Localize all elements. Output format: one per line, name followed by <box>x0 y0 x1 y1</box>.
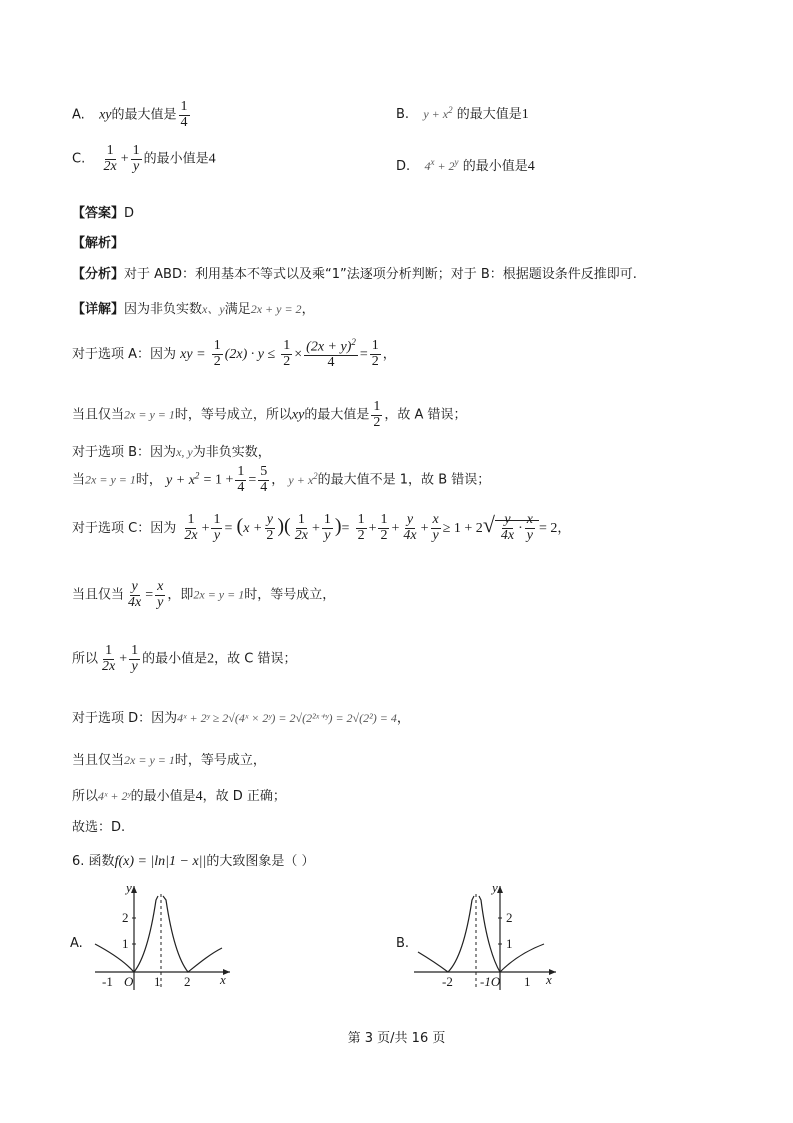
guxuan-line: 故选：D. <box>72 820 126 835</box>
graph-b-x-label: x <box>546 972 552 987</box>
graph-b-curve-left <box>418 896 474 972</box>
option-a <box>72 100 192 130</box>
opt-c2-line: 当且仅当 $\frac{y}{4x}$ = $\frac{x}{y}$ ，即2x = y = 1时，等号成立， <box>72 579 336 610</box>
graph-a <box>70 880 240 992</box>
option-d-value: 4 <box>527 159 535 174</box>
graph-a-ytick-label-1: 1 <box>122 936 129 951</box>
graph-b-y-label: y <box>492 880 498 895</box>
graph-a-y-label: y <box>126 880 132 895</box>
graph-b-ytick-label-2: 2 <box>506 910 513 925</box>
graph-a-origin: O <box>124 974 134 989</box>
option-c-value: 4 <box>208 151 216 167</box>
xiangjie-tag: 【详解】 <box>72 302 125 317</box>
graph-b-label: B. <box>396 936 410 951</box>
page-footer: 第 3 页/共 16 页 <box>347 1031 446 1046</box>
option-a-frac: $\frac{1}{4}$ <box>180 99 188 130</box>
option-a-expr: xy <box>99 107 112 123</box>
opt-a-line: 对于选项 A：因为 xy = $\frac{1}{2}$ (2x) · y ≤ $\frac{1}{2}$ × $\frac{(2x + y)^2}{4}$ = $\frac{1}{2}$ ， <box>72 337 396 371</box>
graph-b-origin: -1O <box>480 974 501 989</box>
xiangjie-line: 【详解】因为非负实数x、y满足2x + y = 2， <box>72 302 315 317</box>
graph-b-curve-right <box>479 896 544 972</box>
option-c-label: C. <box>72 151 86 167</box>
option-d-text: 的最小值是 <box>462 159 528 174</box>
option-c-frac2: $\frac{1}{y}$ <box>132 143 140 174</box>
opt-b2-line: 当2x = y = 1时， $y + x^2 = 1$ + $\frac{1}{4}$ = $\frac{5}{4}$ ， $y + x^2$的最大值不是 1，故 B 错误； <box>72 464 491 495</box>
option-d <box>396 155 535 175</box>
opt-d2-line: 当且仅当2x = y = 1时，等号成立， <box>72 753 266 768</box>
graph-a-ytick-label-2: 2 <box>122 910 129 925</box>
graph-a-curve-left <box>95 896 158 972</box>
graph-b-xtick-label-1: 1 <box>524 974 531 989</box>
graph-a-x-label: x <box>220 972 226 987</box>
graph-b <box>396 880 566 992</box>
graph-b-xtick-label-m2: -2 <box>442 974 453 989</box>
option-a-text: 的最大值是 <box>111 107 177 123</box>
opt-c-line: 对于选项 C：因为 $\frac{1}{2x}$ + $\frac{1}{y}$ = (x + $\frac{y}{2}$ )( $\frac{1}{2x}$ + $\frac{1}{y}$ )= $\frac{1}{2}$ + $\frac{1}{2}$ + $\frac{y}{4x}$ + $\frac{x}{y}$ ≥ 1 + 2√ $\frac{y}{4x}$ · $\frac{x}{y}$ = 2， <box>72 512 571 543</box>
graph-a-xtick-label-1: 1 <box>154 974 161 989</box>
opt-d3-line: 所以4ˣ + 2ʸ的最小值是4，故 D 正确； <box>72 789 286 804</box>
option-b-expr: $y + x^2$ <box>423 105 453 121</box>
fenxi-text: 对于 ABD：利用基本不等式以及乘“1”法逐项分析判断；对于 B：根据题设条件反推即可. <box>124 267 637 282</box>
option-b-value: 1 <box>521 107 529 122</box>
opt-a2-line: 当且仅当2x = y = 1时，等号成立，所以xy的最大值是 $\frac{1}{2}$ ，故 A 错误； <box>72 399 467 430</box>
graph-a-xtick-label-2: 2 <box>184 974 191 989</box>
answer-tag: 【答案】 <box>72 206 125 221</box>
analysis-tag: 【解析】 <box>72 236 125 251</box>
answer-value: D <box>124 206 135 221</box>
opt-b-line: 对于选项 B：因为x, y为非负实数， <box>72 445 271 460</box>
opt-c3-line: 所以 $\frac{1}{2x}$ + $\frac{1}{y}$ 的最小值是2，故 C 错误； <box>72 643 297 674</box>
option-b-text: 的最大值是 <box>456 107 522 122</box>
graph-a-xtick-label-m1: -1 <box>102 974 113 989</box>
option-d-expr: $4^x + 2^y$ <box>424 157 459 173</box>
answer-line <box>72 202 134 221</box>
question-6: 6. 函数f(x) = |ln|1 − x||的大致图象是（ ） <box>72 854 315 869</box>
opt-d-line: 对于选项 D：因为4ˣ + 2ʸ ≥ 2√(4ˣ × 2ʸ) = 2√(2²ˣ⁺ʸ) = 2√(2²) = 4， <box>72 711 410 726</box>
option-d-label: D. <box>396 159 411 174</box>
option-c-text: 的最小值是 <box>143 151 209 167</box>
graph-a-label: A. <box>70 936 83 951</box>
graph-b-ytick-label-1: 1 <box>506 936 513 951</box>
graph-a-curve-right <box>163 896 222 972</box>
fenxi-tag: 【分析】 <box>72 267 125 282</box>
fenxi-line <box>72 263 637 282</box>
option-c-frac1: $\frac{1}{2x}$ <box>103 143 117 174</box>
option-b <box>396 103 529 123</box>
option-a-label: A. <box>72 107 85 123</box>
option-b-label: B. <box>396 107 410 122</box>
option-c: C. $\frac{1}{2x}$ + $\frac{1}{y}$ 的最小值是4 <box>72 143 216 174</box>
analysis-line <box>72 232 124 251</box>
